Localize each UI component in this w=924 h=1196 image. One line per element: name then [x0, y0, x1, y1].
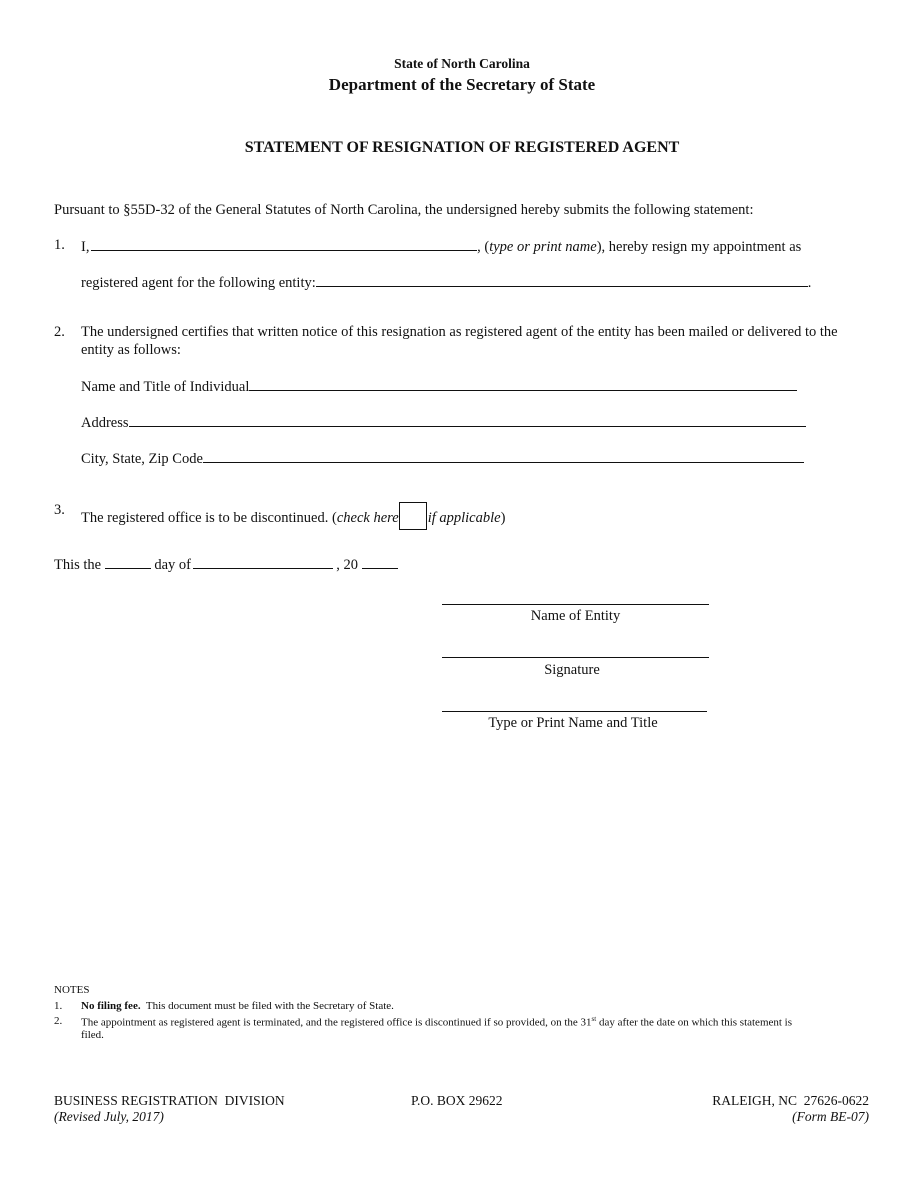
item1-comma: , ( [477, 239, 490, 255]
item1-italic: type or print name [489, 239, 597, 255]
address-field[interactable] [129, 413, 806, 427]
address-row [81, 413, 806, 432]
city-label: City, State, Zip Code [81, 451, 203, 467]
note-1-bold: No filing fee. [81, 1000, 141, 1012]
entity-label: registered agent for the following entity: [81, 275, 316, 291]
note-2-line1 [81, 1015, 792, 1029]
item3-close: ) [500, 510, 506, 526]
note-1-text: This document must be filed with the Secretary of State. [140, 1000, 394, 1012]
footer-revised: (Revised July, 2017) [54, 1109, 164, 1124]
item3-if-applicable: if applicable [427, 510, 501, 526]
note-2-sup: st [591, 1015, 597, 1023]
item2-text-line2: entity as follows: [81, 342, 181, 358]
item1-suffix: ), hereby resign my appointment as [596, 239, 802, 255]
signature-label-text: Signature [544, 662, 600, 678]
item3-number: 3. [54, 502, 65, 518]
note-2-line2: filed. [81, 1029, 104, 1041]
entity-name-field[interactable] [316, 273, 808, 287]
header-state: State of North Carolina [394, 56, 530, 71]
month-field[interactable] [193, 555, 333, 569]
city-row [81, 449, 804, 468]
entity-signature-line[interactable] [442, 604, 709, 605]
day-of-label: day of [154, 557, 192, 573]
print-name-label-text: Type or Print Name and Title [488, 715, 658, 731]
item3-line [81, 502, 505, 530]
footer-form-number: (Form BE-07) [792, 1109, 869, 1124]
entity-label-text: Name of Entity [530, 608, 621, 624]
date-line [54, 555, 398, 574]
individual-name-field[interactable] [249, 377, 797, 391]
individual-name-label: Name and Title of Individual [81, 379, 250, 395]
signature-line[interactable] [442, 657, 709, 658]
individual-name-row [81, 377, 797, 396]
item1-period: . [807, 275, 812, 291]
note-2-text-b: day after the date on which this statement is [596, 1016, 793, 1029]
city-state-zip-field[interactable] [203, 449, 804, 463]
header-department: Department of the Secretary of State [328, 75, 596, 94]
agent-name-field[interactable] [91, 237, 477, 251]
this-the-label: This the [54, 557, 102, 573]
item1-prefix: I, [81, 239, 90, 255]
footer-division: BUSINESS REGISTRATION DIVISION [54, 1093, 285, 1108]
form-title: STATEMENT OF RESIGNATION OF REGISTERED AGENT [244, 139, 680, 156]
discontinue-office-checkbox[interactable] [399, 502, 427, 530]
item3-text: The registered office is to be discontinued. ( [81, 510, 337, 526]
footer-city: RALEIGH, NC 27626-0622 [712, 1093, 869, 1108]
note-2-number: 2. [54, 1015, 63, 1027]
note-1 [81, 1000, 394, 1012]
note-1-number: 1. [54, 1000, 63, 1012]
item3-check-here: check here [336, 510, 399, 526]
note-2-text-a: The appointment as registered agent is terminated, and the registered office is discontinued if so provided, on the 31 [81, 1016, 592, 1029]
address-label: Address [81, 415, 129, 431]
item2-text-line1: The undersigned certifies that written notice of this resignation as registered agent of the entity has been mailed or delivered to the [81, 324, 838, 340]
year-field[interactable] [362, 555, 398, 569]
notes-heading: NOTES [54, 984, 90, 996]
intro-text: Pursuant to §55D-32 of the General Statutes of North Carolina, the undersigned hereby submits the following statement: [54, 202, 754, 218]
item1-line2 [81, 273, 811, 292]
year-prefix: , 20 [336, 557, 359, 573]
item1-line1 [81, 237, 801, 256]
item1-number: 1. [54, 237, 65, 253]
print-name-line[interactable] [442, 711, 707, 712]
day-field[interactable] [105, 555, 151, 569]
footer-pobox: P.O. BOX 29622 [411, 1093, 503, 1108]
item2-number: 2. [54, 324, 65, 340]
